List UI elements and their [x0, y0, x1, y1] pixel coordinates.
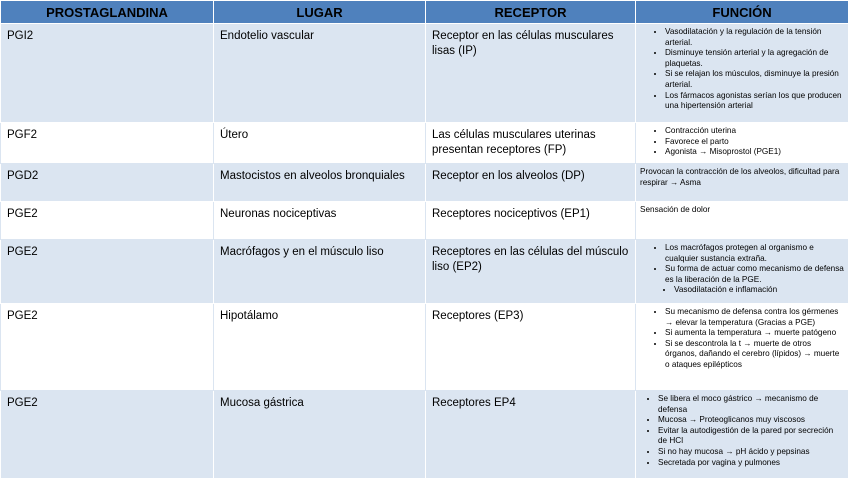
- list-item: • Contracción uterina: [665, 126, 844, 137]
- list-item: • Mucosa → Proteoglicanos muy viscosos: [658, 415, 844, 426]
- list-item: • Los fármacos agonistas serían los que producen una hipertensión arterial: [665, 91, 844, 112]
- cell-funcion: [636, 304, 848, 391]
- list-item: • Vasodilatación y la regulación de la tensión arterial.: [665, 27, 844, 48]
- funcion-list: [640, 394, 844, 468]
- list-item: • Vasodilatación e inflamación: [674, 285, 844, 296]
- list-item: • Agonista → Misoprostol (PGE1): [665, 147, 844, 158]
- list-item: • Los macrófagos protegen al organismo e cualquier sustancia extraña.: [665, 243, 844, 264]
- cell-receptor: Receptores en las células del músculo liso (EP2): [426, 240, 636, 304]
- funcion-sublist: [640, 285, 844, 296]
- list-item: • Favorece el parto: [665, 137, 844, 148]
- table-row: [1, 391, 848, 479]
- header-receptor: RECEPTOR: [426, 1, 636, 24]
- header-row: [1, 1, 848, 24]
- cell-lugar: Mucosa gástrica: [214, 391, 426, 479]
- header-prostaglandina: PROSTAGLANDINA: [1, 1, 214, 24]
- table-row: [1, 304, 848, 391]
- cell-funcion: [636, 202, 848, 240]
- list-item: • Su forma de actuar como mecanismo de defensa es la liberación de la PGE.: [665, 264, 844, 285]
- table-row: [1, 240, 848, 304]
- cell-lugar: Útero: [214, 123, 426, 164]
- cell-lugar: Macrófagos y en el músculo liso: [214, 240, 426, 304]
- header-funcion: FUNCIÓN: [636, 1, 848, 24]
- list-item: • Evitar la autodigestión de la pared por secreción de HCl: [658, 426, 844, 447]
- cell-funcion: [636, 240, 848, 304]
- funcion-list: [640, 27, 844, 112]
- cell-lugar: Neuronas nociceptivas: [214, 202, 426, 240]
- cell-funcion: [636, 123, 848, 164]
- table-row: [1, 202, 848, 240]
- cell-receptor: Receptores nociceptivos (EP1): [426, 202, 636, 240]
- cell-lugar: Hipotálamo: [214, 304, 426, 391]
- cell-prostaglandina: PGD2: [1, 164, 214, 202]
- list-item: • Su mecanismo de defensa contra los gérmenes → elevar la temperatura (Gracias a PGE): [665, 307, 844, 328]
- funcion-list: [640, 243, 844, 285]
- cell-lugar: Endotelio vascular: [214, 24, 426, 123]
- funcion-list: [640, 126, 844, 158]
- cell-prostaglandina: PGI2: [1, 24, 214, 123]
- table-row: [1, 123, 848, 164]
- cell-receptor: Las células musculares uterinas presentan receptores (FP): [426, 123, 636, 164]
- list-item: • Secretada por vagina y pulmones: [658, 458, 844, 469]
- list-item: • Si no hay mucosa → pH ácido y pepsinas: [658, 447, 844, 458]
- cell-lugar: Mastocistos en alveolos bronquiales: [214, 164, 426, 202]
- cell-receptor: Receptores EP4: [426, 391, 636, 479]
- table-row: [1, 164, 848, 202]
- funcion-list: [640, 307, 844, 371]
- funcion-text: Sensación de dolor: [640, 205, 844, 216]
- cell-funcion: [636, 391, 848, 479]
- list-item: • Disminuye tensión arterial y la agregación de plaquetas.: [665, 48, 844, 69]
- list-item: • Se libera el moco gástrico → mecanismo de defensa: [658, 394, 844, 415]
- list-item: • Si se relajan los músculos, disminuye la presión arterial.: [665, 69, 844, 90]
- funcion-text: Provocan la contracción de los alveolos, dificultad para respirar → Asma: [640, 167, 844, 188]
- cell-prostaglandina: PGF2: [1, 123, 214, 164]
- cell-funcion: [636, 164, 848, 202]
- table-row: [1, 24, 848, 123]
- cell-funcion: [636, 24, 848, 123]
- cell-prostaglandina: PGE2: [1, 391, 214, 479]
- cell-receptor: Receptor en los alveolos (DP): [426, 164, 636, 202]
- cell-receptor: Receptores (EP3): [426, 304, 636, 391]
- list-item: • Si se descontrola la t → muerte de otros órganos, dañando el cerebro (lípidos) → muerte o ataques epilépticos: [665, 339, 844, 371]
- cell-prostaglandina: PGE2: [1, 240, 214, 304]
- cell-prostaglandina: PGE2: [1, 304, 214, 391]
- header-lugar: LUGAR: [214, 1, 426, 24]
- cell-prostaglandina: PGE2: [1, 202, 214, 240]
- cell-receptor: Receptor en las células musculares lisas (IP): [426, 24, 636, 123]
- list-item: • Si aumenta la temperatura → muerte patógeno: [665, 328, 844, 339]
